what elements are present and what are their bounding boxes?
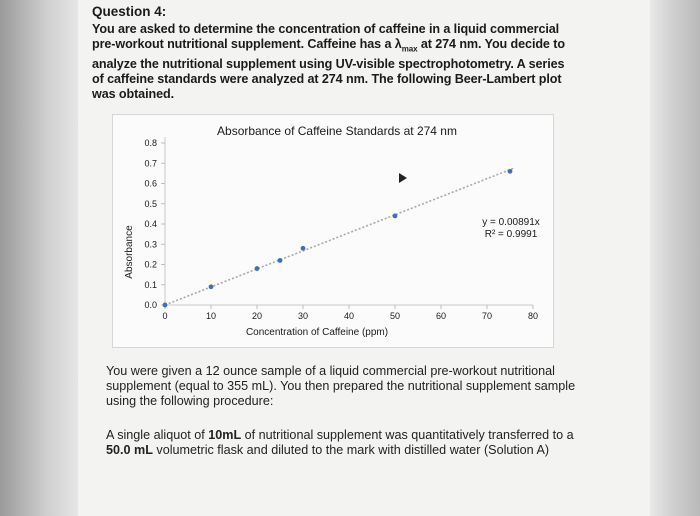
x-tick-label: 20 — [251, 311, 263, 321]
photo-shadow-right — [650, 0, 700, 516]
x-axis — [162, 305, 538, 321]
step-a-volume-2: 50.0 mL — [106, 443, 153, 457]
y-tick-label: 0.4 — [144, 219, 157, 229]
y-axis — [144, 137, 165, 310]
y-tick-label: 0.1 — [144, 279, 157, 290]
y-tick-label: 0.3 — [144, 239, 157, 250]
x-tick-label: 10 — [205, 311, 217, 321]
step-a-volume-1: 10mL — [208, 428, 242, 442]
y-tick-label: 0.0 — [144, 300, 157, 310]
intro-part-2: at 274 nm. You decide to analyze the nutritional supplement using UV-visible spectrophotometry. A series of caffeine standards were analyzed at 274 nm. The following Beer-Lambert plot was obtained. — [92, 37, 565, 101]
x-tick-label: 50 — [389, 311, 401, 321]
question-intro — [92, 22, 570, 102]
lambda-symbol: λ — [394, 37, 402, 51]
data-point — [255, 266, 260, 271]
data-point — [163, 303, 168, 308]
chart-title: Absorbance of Caffeine Standards at 274 nm — [217, 124, 457, 138]
trendline-equation: y = 0.00891x — [482, 217, 540, 228]
photo-shadow-left — [0, 0, 78, 516]
lambda-subscript: max — [401, 44, 418, 54]
y-tick-label: 0.5 — [144, 198, 157, 209]
y-axis-label: Absorbance — [124, 225, 135, 279]
x-tick-label: 0 — [162, 311, 168, 321]
x-tick-label: 60 — [435, 311, 447, 321]
chart-svg — [113, 115, 553, 347]
step-a-text-1: A single aliquot of — [106, 428, 209, 442]
data-point — [301, 246, 306, 251]
procedure-intro: You were given a 12 ounce sample of a liquid commercial pre-workout nutritional supplement (equal to 355 mL). You then prepared the nutritional supplement sample using the following procedure: — [106, 364, 576, 408]
procedure-step-a — [106, 428, 576, 458]
data-point — [393, 214, 398, 219]
trendline — [165, 168, 515, 305]
question-title: Question 4: — [92, 4, 167, 19]
x-tick-label: 80 — [527, 311, 539, 321]
data-point — [209, 284, 214, 289]
r-squared-label: R² = 0.9991 — [484, 229, 538, 240]
y-tick-label: 0.7 — [144, 158, 157, 169]
beer-lambert-chart — [112, 114, 554, 348]
y-tick-label: 0.2 — [144, 259, 157, 270]
x-tick-label: 30 — [297, 311, 309, 321]
step-a-text-3: volumetric flask and diluted to the mark with distilled water (Solution A) — [152, 443, 550, 457]
x-axis-label: Concentration of Caffeine (ppm) — [245, 327, 389, 338]
mouse-cursor-icon — [399, 173, 407, 183]
data-point — [508, 169, 513, 174]
x-tick-label: 40 — [343, 311, 355, 321]
data-point — [278, 258, 283, 263]
intro-part-1: You are asked to determine the concentration of caffeine in a liquid commercial pre-workout nutritional supplement. Caffeine has a — [92, 22, 560, 51]
y-tick-label: 0.8 — [144, 138, 157, 148]
x-tick-label: 70 — [481, 311, 493, 321]
y-tick-label: 0.6 — [144, 178, 157, 189]
step-a-text-2: of nutritional supplement was quantitatively transferred to a — [241, 428, 574, 442]
